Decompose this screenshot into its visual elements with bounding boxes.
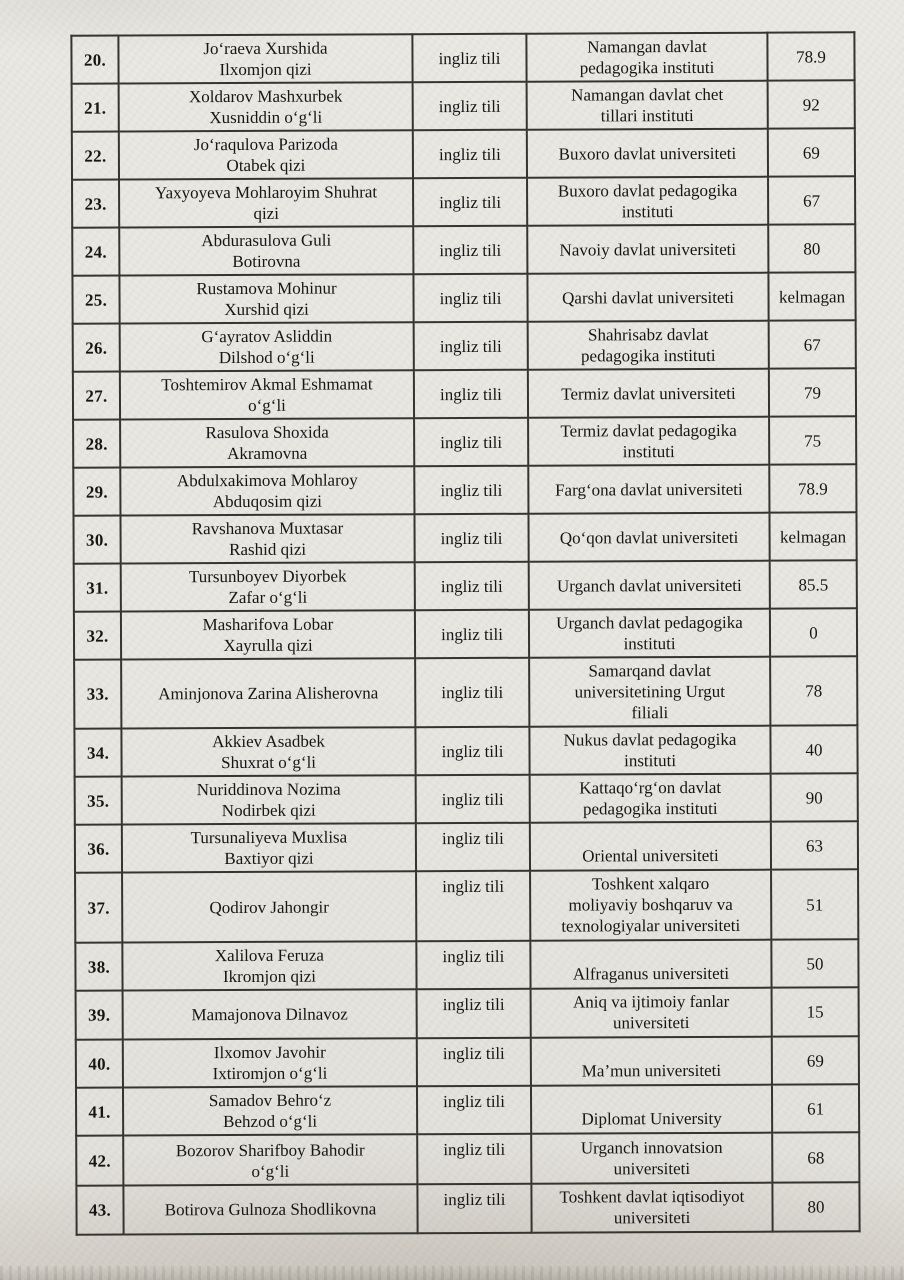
score-cell: 79	[769, 368, 856, 416]
score-cell: 78	[770, 656, 857, 725]
institution-cell: Urganch innovatsion universiteti	[531, 1133, 772, 1184]
subject-cell: ingliz tili	[416, 941, 530, 989]
subject-cell: ingliz tili	[413, 82, 527, 130]
row-number-cell: 39.	[76, 990, 123, 1039]
score-cell: 80	[768, 224, 855, 272]
table-row	[74, 560, 857, 611]
score-cell: 61	[772, 1084, 859, 1132]
candidate-name-cell: Samadov Behro‘z Behzod o‘g‘li	[123, 1086, 417, 1135]
candidate-name-cell: Ilxomov Javohir Ixtiromjon o‘g‘li	[123, 1038, 417, 1087]
candidate-name-cell: Rustamova Mohinur Xurshid qizi	[119, 274, 413, 323]
table-row	[73, 368, 856, 419]
row-number-cell: 21.	[72, 84, 119, 132]
score-cell: 69	[772, 1036, 859, 1084]
score-cell: 50	[771, 939, 858, 987]
institution-cell: Shahrisabz davlat pedagogika instituti	[528, 321, 769, 370]
institution-cell: Navoiy davlat universiteti	[527, 225, 768, 274]
row-number-cell: 31.	[74, 564, 121, 612]
table-row	[72, 176, 855, 227]
row-number-cell: 35.	[75, 777, 122, 825]
institution-cell: Namangan davlat chet tillari instituti	[527, 81, 768, 130]
score-cell: 63	[771, 821, 858, 869]
row-number-cell: 34.	[74, 729, 121, 777]
table-row	[75, 869, 858, 942]
candidate-name-cell: Tursunboyev Diyorbek Zafar o‘g‘li	[121, 562, 415, 611]
candidate-name-cell: Abdulxakimova Mohlaroy Abduqosim qizi	[120, 466, 414, 515]
row-number-cell: 42.	[76, 1135, 123, 1185]
subject-cell: ingliz tili	[415, 562, 529, 610]
subject-cell: ingliz tili	[416, 775, 530, 823]
row-number-cell: 36.	[75, 825, 122, 873]
score-cell: 67	[768, 176, 855, 224]
row-number-cell: 33.	[74, 660, 121, 729]
table-row	[73, 512, 856, 563]
row-number-cell: 22.	[72, 132, 119, 180]
institution-cell: Termiz davlat universiteti	[528, 369, 769, 418]
candidate-name-cell: Jo‘raeva Xurshida Ilxomjon qizi	[118, 34, 412, 83]
row-number-cell: 37.	[75, 873, 122, 943]
score-cell: 78.9	[769, 464, 856, 512]
row-number-cell: 29.	[73, 468, 120, 516]
row-number-cell: 24.	[72, 228, 119, 276]
table-row	[74, 725, 857, 776]
row-number-cell: 23.	[72, 180, 119, 228]
table-row	[76, 1182, 859, 1234]
row-number-cell: 43.	[76, 1185, 123, 1234]
candidate-name-cell: G‘ayratov Asliddin Dilshod o‘g‘li	[120, 322, 414, 371]
results-table-wrapper	[70, 31, 860, 1235]
institution-cell: Termiz davlat pedagogika instituti	[528, 417, 769, 466]
table-row	[75, 773, 858, 824]
institution-cell: Urganch davlat universiteti	[529, 561, 770, 610]
candidate-name-cell: Aminjonova Zarina Alisherovna	[121, 658, 415, 728]
institution-cell: Samarqand davlat universitetining Urgut filiali	[529, 657, 770, 727]
institution-cell: Aniq va ijtimoiy fanlar universiteti	[531, 988, 772, 1038]
subject-cell: ingliz tili	[417, 1184, 531, 1233]
score-cell: kelmagan	[768, 272, 855, 320]
candidate-name-cell: Jo‘raqulova Parizoda Otabek qizi	[119, 130, 413, 179]
subject-cell: ingliz tili	[414, 514, 528, 562]
row-number-cell: 20.	[71, 36, 118, 84]
subject-cell: ingliz tili	[417, 1038, 531, 1086]
candidate-name-cell: Ravshanova Muxtasar Rashid qizi	[120, 514, 414, 563]
score-cell: 69	[768, 128, 855, 176]
row-number-cell: 32.	[74, 612, 121, 660]
subject-cell: ingliz tili	[413, 226, 527, 274]
subject-cell: ingliz tili	[414, 322, 528, 370]
subject-cell: ingliz tili	[415, 610, 529, 658]
candidate-name-cell: Toshtemirov Akmal Eshmamat o‘g‘li	[120, 370, 414, 419]
institution-cell: Oriental universiteti	[530, 822, 771, 871]
row-number-cell: 30.	[73, 516, 120, 564]
candidate-name-cell: Xalilova Feruza Ikromjon qizi	[122, 941, 416, 990]
subject-cell: ingliz tili	[416, 871, 530, 941]
table-row	[75, 821, 858, 872]
institution-cell: Kattaqo‘rg‘on davlat pedagogika instituti	[530, 774, 771, 823]
row-number-cell: 28.	[73, 420, 120, 468]
score-cell: 92	[768, 80, 855, 128]
candidate-name-cell: Tursunaliyeva Muxlisa Baxtiyor qizi	[122, 823, 416, 872]
subject-cell: ingliz tili	[413, 178, 527, 226]
institution-cell: Namangan davlat pedagogika instituti	[526, 33, 767, 82]
subject-cell: ingliz tili	[415, 658, 529, 727]
subject-cell: ingliz tili	[412, 34, 526, 82]
score-cell: 67	[769, 320, 856, 368]
score-cell: 51	[771, 869, 858, 939]
candidate-name-cell: Akkiev Asadbek Shuxrat o‘g‘li	[121, 727, 415, 776]
candidate-name-cell: Nuriddinova Nozima Nodirbek qizi	[122, 775, 416, 824]
subject-cell: ingliz tili	[415, 727, 529, 775]
table-row	[73, 416, 856, 467]
row-number-cell: 40.	[76, 1039, 123, 1087]
score-cell: 75	[769, 416, 856, 464]
table-row	[71, 32, 854, 83]
score-cell: 85.5	[770, 560, 857, 608]
institution-cell: Diplomat University	[531, 1085, 772, 1134]
candidate-name-cell: Abdurasulova Guli Botirovna	[119, 226, 413, 275]
score-cell: 68	[772, 1132, 859, 1182]
subject-cell: ingliz tili	[414, 466, 528, 514]
row-number-cell: 27.	[73, 372, 120, 420]
subject-cell: ingliz tili	[417, 1134, 531, 1184]
subject-cell: ingliz tili	[417, 1086, 531, 1134]
row-number-cell: 25.	[72, 276, 119, 324]
table-row	[72, 224, 855, 275]
table-row	[74, 656, 857, 728]
score-cell: 80	[772, 1182, 859, 1231]
candidate-name-cell: Bozorov Sharifboy Bahodir o‘g‘li	[123, 1134, 417, 1185]
table-row	[76, 1036, 859, 1087]
institution-cell: Farg‘ona davlat universiteti	[528, 465, 769, 514]
results-table-body	[71, 32, 859, 1234]
table-row	[76, 987, 859, 1039]
table-row	[72, 272, 855, 323]
exam-results-table	[70, 31, 860, 1235]
institution-cell: Qarshi davlat universiteti	[527, 273, 768, 322]
candidate-name-cell: Botirova Gulnoza Shodlikovna	[123, 1184, 417, 1234]
table-row	[75, 939, 858, 990]
table-row	[74, 608, 857, 659]
institution-cell: Toshkent xalqaro moliyaviy boshqaruv va texnologiyalar universiteti	[530, 870, 771, 941]
subject-cell: ingliz tili	[416, 823, 530, 871]
table-row	[73, 320, 856, 371]
score-cell: 40	[770, 725, 857, 773]
candidate-name-cell: Xoldarov Mashxurbek Xusniddin o‘g‘li	[119, 82, 413, 131]
score-cell: 90	[771, 773, 858, 821]
row-number-cell: 26.	[73, 324, 120, 372]
table-row	[72, 80, 855, 131]
score-cell: kelmagan	[769, 512, 856, 560]
row-number-cell: 38.	[75, 943, 122, 991]
table-row	[72, 128, 855, 179]
institution-cell: Ma’mun universiteti	[531, 1037, 772, 1086]
institution-cell: Alfraganus universiteti	[530, 940, 771, 989]
score-cell: 78.9	[767, 32, 854, 80]
subject-cell: ingliz tili	[413, 274, 527, 322]
institution-cell: Toshkent davlat iqtisodiyot universiteti	[531, 1183, 772, 1233]
candidate-name-cell: Qodirov Jahongir	[122, 871, 416, 942]
table-row	[76, 1132, 859, 1185]
candidate-name-cell: Mamajonova Dilnavoz	[123, 989, 417, 1039]
institution-cell: Urganch davlat pedagogika instituti	[529, 609, 770, 658]
institution-cell: Buxoro davlat universiteti	[527, 129, 768, 178]
candidate-name-cell: Masharifova Lobar Xayrulla qizi	[121, 610, 415, 659]
subject-cell: ingliz tili	[414, 418, 528, 466]
score-cell: 0	[770, 608, 857, 656]
table-row	[73, 464, 856, 515]
row-number-cell: 41.	[76, 1087, 123, 1135]
subject-cell: ingliz tili	[417, 989, 531, 1038]
institution-cell: Nukus davlat pedagogika instituti	[529, 726, 770, 775]
subject-cell: ingliz tili	[414, 370, 528, 418]
candidate-name-cell: Yaxyoyeva Mohlaroyim Shuhrat qizi	[119, 178, 413, 227]
institution-cell: Qo‘qon davlat universiteti	[528, 513, 769, 562]
subject-cell: ingliz tili	[413, 130, 527, 178]
institution-cell: Buxoro davlat pedagogika instituti	[527, 177, 768, 226]
table-row	[76, 1084, 859, 1135]
score-cell: 15	[772, 987, 859, 1036]
candidate-name-cell: Rasulova Shoxida Akramovna	[120, 418, 414, 467]
